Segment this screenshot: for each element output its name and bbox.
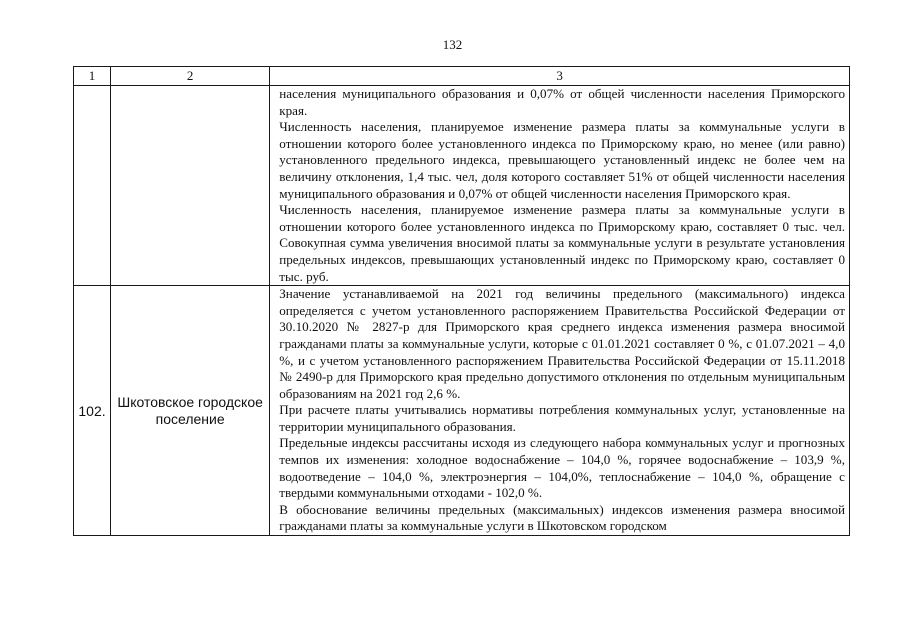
paragraph: населения муниципального образования и 0,07% от общей численности населения Приморского края. <box>279 86 845 118</box>
header-col-2: 2 <box>111 67 270 86</box>
description-cell <box>270 286 850 536</box>
municipality-cell: Шкотовское городское поселение <box>111 286 270 536</box>
tariff-table <box>73 66 850 536</box>
table-row-102 <box>74 286 850 536</box>
header-col-1: 1 <box>74 67 111 86</box>
page-number: 132 <box>442 37 463 52</box>
paragraph: Численность населения, планируемое изменение размера платы за коммунальные услуги в отношении которого более установленного индекса по Приморскому краю, составляет 0 тыс. чел. Совокупная сумма увеличения вносимой платы за коммунальные услуги в результате установления предельных индексов, превышающих установленный индекс по Приморскому краю, составляет 0 тыс. руб. <box>279 202 845 284</box>
row-number-cell: 102. <box>74 286 111 536</box>
paragraph: В обоснование величины предельных (максимальных) индексов изменения размера вносимой гражданами платы за коммунальные услуги в Шкотовском городском <box>279 501 845 534</box>
paragraph: Предельные индексы рассчитаны исходя из следующего набора коммунальных услуг и прогнозных темпов их изменения: холодное водоснабжение – 104,0 %, горячее водоснабжение – 103,9 %, водоотведение – 104,0 %, электроэнергия – 104,0%, теплоснабжение – 104,0 %, обращение с твердыми коммунальными отходами - 102,0 %. <box>279 435 845 501</box>
table-row-continued <box>74 86 850 286</box>
paragraph: Численность населения, планируемое изменение размера платы за коммунальные услуги в отношении которого более установленного индекса по Приморскому краю, но менее (или равно) установленного предельного индекса, превышающего установленный индекс не более чем на величину отклонения, 1,4 тыс. чел, доля которого составляет 51% от общей численности населения муниципального образования и 0,07% от общей численности населения Приморского края. <box>279 119 845 201</box>
row-number-cell <box>74 86 111 286</box>
header-col-3: 3 <box>270 67 850 86</box>
table-header-row <box>74 67 850 86</box>
description-cell <box>270 86 850 286</box>
municipality-cell <box>111 86 270 286</box>
paragraph: Значение устанавливаемой на 2021 год величины предельного (максимального) индекса определяется с учетом установленного распоряжением Правительства Российской Федерации от 30.10.2020 № 2827-р для Приморского края среднего индекса изменения размера вносимой гражданами платы за коммунальные услуги, которые с 01.01.2021 составляет 0 %, с 01.07.2021 – 4,0 %, и с учетом установленного распоряжением Правительства Российской Федерации от 15.11.2018 № 2490-р для Приморского края предельно допустимого отклонения по отдельным муниципальным образованиям на 2021 год 2,6 %. <box>279 286 845 401</box>
paragraph: При расчете платы учитывались нормативы потребления коммунальных услуг, установленные на территории муниципального образования. <box>279 402 845 434</box>
